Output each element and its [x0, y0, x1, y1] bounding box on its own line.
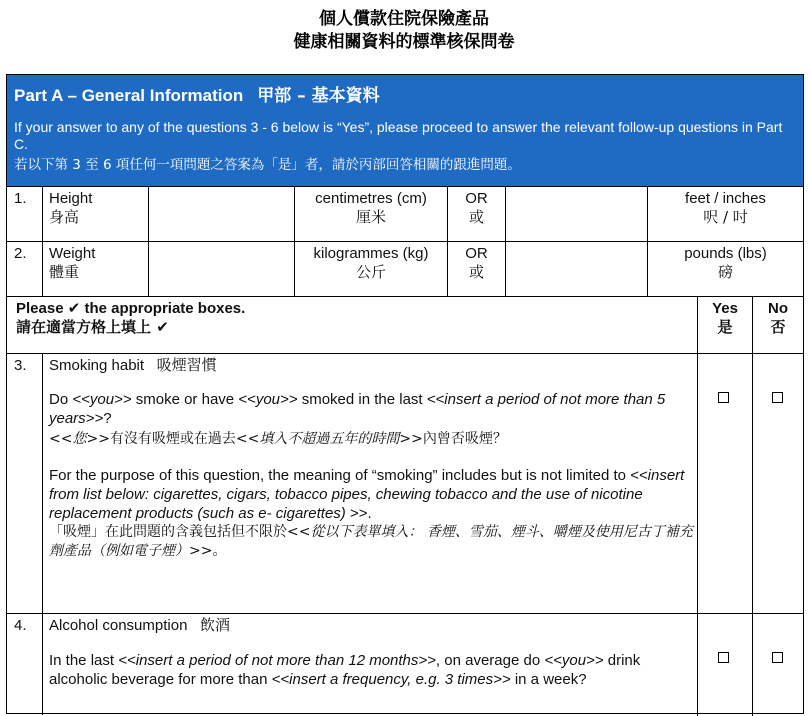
- part-a-title-zh: 甲部 – 基本資料: [257, 86, 380, 106]
- part-a-header: [7, 75, 803, 186]
- q4-text: in a week?: [510, 671, 587, 688]
- instructions-zh: 請在適當方格上填上 ✔: [16, 318, 169, 336]
- instructions: [16, 299, 245, 337]
- q3-placeholder: <<insert from list below: cigarettes, cigars, tobacco pipes, chewing tobacco and the use of nicotine replacement products (such as e- cigarettes): [49, 467, 685, 522]
- divider: [7, 296, 803, 297]
- q3-text: ?: [103, 410, 112, 427]
- q4-title: [49, 616, 230, 635]
- weight-number: 2.: [14, 245, 27, 262]
- q4-number: 4.: [14, 617, 27, 634]
- q4-text: , on average do: [435, 652, 545, 669]
- weight-unit-lbs-en: pounds (lbs): [684, 245, 767, 262]
- height-unit-ft-zh: 呎 / 吋: [703, 208, 748, 226]
- q3-text: 「吸煙」在此問題的含義包括但不限於: [49, 524, 287, 540]
- height-ft-input[interactable]: [506, 187, 646, 240]
- q4-no-checkbox[interactable]: [772, 652, 783, 663]
- q4-yes-checkbox[interactable]: [718, 652, 729, 663]
- q3-text: >>.: [345, 505, 372, 522]
- height-unit-ft-en: feet / inches: [685, 190, 766, 207]
- q3-text: smoke or have: [131, 391, 239, 408]
- weight-unit-kg-zh: 公斤: [355, 263, 386, 281]
- q3-text: smoked in the last: [297, 391, 427, 408]
- q4-placeholder: <<you>>: [544, 652, 604, 669]
- q3-definition-zh: [49, 523, 694, 561]
- yes-header: [698, 299, 752, 337]
- yes-header-zh: 是: [717, 318, 733, 336]
- q3-text: >>。: [189, 543, 227, 559]
- height-or-zh: 或: [468, 208, 484, 226]
- height-unit-cm-zh: 厘米: [355, 208, 386, 226]
- no-header-zh: 否: [770, 318, 786, 336]
- q3-yes-checkbox[interactable]: [718, 392, 729, 403]
- document-title-line-2: 健康相關資料的標準核保問卷: [293, 32, 515, 52]
- q3-placeholder: <<您>>: [49, 431, 110, 447]
- q4-question-en: [49, 651, 694, 689]
- part-a-title: [14, 81, 380, 106]
- q3-question-zh: [49, 430, 689, 449]
- divider: [7, 186, 803, 187]
- q4-text: drink alcoholic beverage for more than: [49, 652, 641, 688]
- part-a-note-en: If your answer to any of the questions 3 - 6 below is “Yes”, please proceed to answer the relevant follow-up questions in Part C.: [14, 119, 783, 152]
- weight-unit-lbs-zh: 磅: [717, 263, 733, 281]
- q3-definition-en: [49, 466, 694, 523]
- divider: [7, 241, 803, 242]
- weight-label-en: Weight: [49, 245, 96, 262]
- weight-unit-kg: [295, 244, 447, 282]
- q3-no-checkbox[interactable]: [772, 392, 783, 403]
- height-unit-cm: [295, 189, 447, 227]
- q3-title: [49, 356, 217, 375]
- height-label-zh: 身高: [49, 208, 80, 226]
- weight-lbs-input[interactable]: [506, 242, 646, 295]
- divider: [752, 296, 753, 716]
- q4-text: In the last: [49, 652, 119, 669]
- q3-placeholder: <<從以下表單填入： 香煙、雪茄、煙斗、嚼煙及使用尼古丁補充劑產品（例如電子煙）: [49, 524, 693, 559]
- no-header: [753, 299, 803, 337]
- height-cm-input[interactable]: [149, 187, 293, 240]
- no-header-en: No: [768, 300, 788, 317]
- divider: [697, 296, 698, 716]
- q3-question-en: [49, 390, 689, 428]
- q3-title-zh: 吸煙習慣: [156, 356, 217, 374]
- weight-or-en: OR: [465, 245, 488, 262]
- yes-header-en: Yes: [712, 300, 738, 317]
- divider: [42, 353, 43, 715]
- q4-placeholder: <<insert a frequency, e.g. 3 times>>: [271, 671, 511, 688]
- divider: [42, 186, 43, 296]
- q3-text: Do: [49, 391, 73, 408]
- weight-kg-input[interactable]: [149, 242, 293, 295]
- q3-placeholder: <<you>>: [238, 391, 298, 408]
- q4-title-en: Alcohol consumption: [49, 617, 188, 634]
- q3-text: 有沒有吸煙或在過去: [109, 431, 236, 447]
- weight-label: [49, 244, 95, 282]
- q3-title-en: Smoking habit: [49, 357, 145, 374]
- height-unit-ft: [648, 189, 803, 227]
- height-label: [49, 189, 92, 227]
- divider: [7, 613, 803, 614]
- q4-placeholder: <<insert a period of not more than 12 months>>: [118, 652, 436, 669]
- document-title-line-1: 個人償款住院保險產品: [319, 9, 489, 29]
- part-a-title-en: Part A – General Information: [14, 86, 244, 105]
- instructions-en: Please ✔ the appropriate boxes.: [16, 300, 246, 317]
- q3-number: 3.: [14, 357, 27, 374]
- height-number: 1.: [14, 190, 27, 207]
- q3-placeholder: <<insert a period of not more than 5 years>>: [49, 391, 666, 427]
- document-title: [0, 8, 808, 54]
- q3-placeholder: <<you>>: [72, 391, 132, 408]
- height-or: [448, 189, 505, 227]
- q3-text: For the purpose of this question, the meaning of “smoking” includes but is not limited to: [49, 467, 631, 484]
- weight-unit-lbs: [648, 244, 803, 282]
- height-or-en: OR: [465, 190, 488, 207]
- q4-title-zh: 飲酒: [199, 616, 230, 634]
- height-label-en: Height: [49, 190, 93, 207]
- q3-text: 內曾否吸煙？: [422, 431, 507, 447]
- height-unit-cm-en: centimetres (cm): [315, 190, 427, 207]
- weight-label-zh: 體重: [49, 263, 80, 281]
- weight-or: [448, 244, 505, 282]
- divider: [7, 353, 803, 354]
- questionnaire-form: [6, 74, 804, 714]
- part-a-note-zh: 若以下第 3 至 6 項任何一項問題之答案為「是」者，請於丙部回答相關的跟進問題。: [14, 157, 521, 173]
- weight-or-zh: 或: [468, 263, 484, 281]
- weight-unit-kg-en: kilogrammes (kg): [313, 245, 429, 262]
- q3-placeholder: <<填入不超過五年的時間>>: [235, 431, 423, 447]
